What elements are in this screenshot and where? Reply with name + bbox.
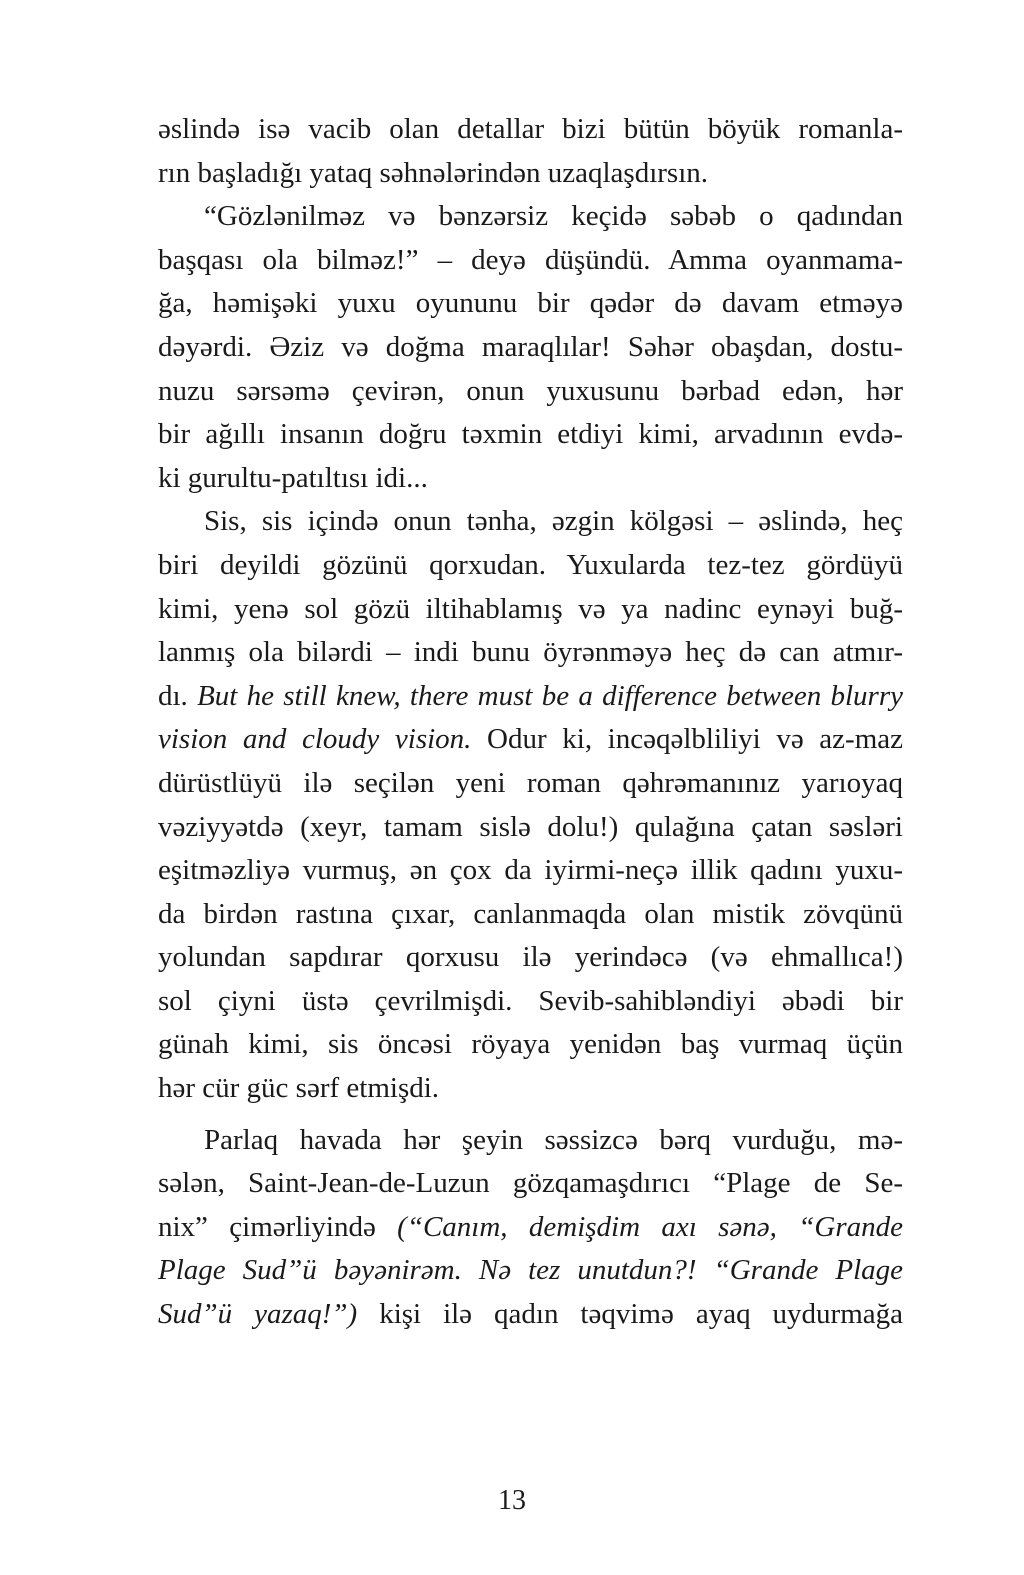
text-line: [158, 1293, 903, 1337]
text-run: vəziyyətdə (xeyr, tamam sislə dolu!) qulağına çatan səsləri: [158, 810, 903, 843]
text-run: Odur ki, incəqəlbliliyi və az-maz: [471, 723, 903, 756]
text-line: [158, 980, 903, 1024]
text-line: [158, 239, 903, 283]
text-run: ğa, həmişəki yuxu oyununu bir qədər də davam etməyə: [158, 287, 903, 320]
text-run: biri deyildi gözünü qorxudan. Yuxularda tez-tez gördüyü: [158, 548, 903, 581]
text-line: [158, 326, 903, 370]
text-line: [158, 806, 903, 850]
text-line: [158, 1119, 903, 1163]
italic-text-run: vision and cloudy vision.: [158, 723, 472, 756]
text-run: başqası ola bilməz!” – deyə düşündü. Amma oyanmama-: [158, 243, 903, 276]
text-line: [158, 936, 903, 980]
text-run: yolundan sapdırar qorxusu ilə yerindəcə (və ehmallıca!): [158, 941, 903, 974]
italic-text-run: But he still knew, there must be a difference between blurry: [197, 679, 903, 712]
text-run: da birdən rastına çıxar, canlanmaqda olan mistik zövqünü: [158, 897, 903, 930]
text-run: lanmış ola bilərdi – indi bunu öyrənməyə heç də can atmır-: [158, 636, 903, 669]
text-run: sol çiyni üstə çevrilmişdi. Sevib-sahibləndiyi əbədi bir: [158, 984, 903, 1017]
text-run: Parlaq havada hər şeyin səssizcə bərq vurduğu, mə-: [204, 1123, 903, 1156]
text-line: [158, 762, 903, 806]
text-line: [158, 413, 903, 457]
text-line: [158, 1067, 903, 1111]
text-run: bir ağıllı insanın doğru təxmin etdiyi kimi, arvadının evdə-: [158, 418, 903, 451]
text-run: dürüstlüyü ilə seçilən yeni roman qəhrəmanınız yarıoyaq: [158, 766, 903, 799]
text-run: sələn, Saint-Jean-de-Luzun gözqamaşdırıcı “Plage de Se-: [158, 1167, 903, 1200]
text-run: nix” çimərliyində: [158, 1210, 398, 1243]
text-line: [158, 500, 903, 544]
text-run: Sis, sis içində onun tənha, əzgin kölgəsi – əslində, heç: [204, 505, 903, 538]
text-line: [158, 1206, 903, 1250]
italic-text-run: (“Canım, demişdim axı sənə, “Grande: [397, 1210, 903, 1243]
text-line: [158, 370, 903, 414]
text-line: [158, 1023, 903, 1067]
text-run: rın başladığı yataq səhnələrindən uzaqlaşdırsın.: [158, 156, 709, 189]
italic-text-run: Sud”ü yazaq!”): [158, 1298, 358, 1331]
text-run: dəyərdi. Əziz və doğma maraqlılar! Səhər obaşdan, dostu-: [158, 330, 903, 363]
text-line: [158, 152, 903, 196]
page-number: 13: [498, 1485, 526, 1516]
text-line: [158, 282, 903, 326]
text-run: kişi ilə qadın təqvimə ayaq uydurmağa: [357, 1298, 904, 1331]
text-line: [158, 457, 903, 501]
text-line: [158, 1249, 903, 1293]
text-line: [158, 675, 903, 719]
text-line: [158, 108, 903, 152]
text-run: “Gözlənilməz və bənzərsiz keçidə səbəb o qadından: [204, 200, 903, 233]
text-line: [158, 893, 903, 937]
text-line: [158, 718, 903, 762]
text-line: [158, 588, 903, 632]
text-run: dı.: [158, 679, 198, 712]
text-run: əslində isə vacib olan detallar bizi bütün böyük romanla-: [158, 113, 903, 145]
text-line: [158, 195, 903, 239]
text-line: [158, 1162, 903, 1206]
text-run: hər cür güc sərf etmişdi.: [158, 1072, 440, 1105]
text-run: eşitməzliyə vurmuş, ən çox da iyirmi-neçə illik qadını yuxu-: [158, 854, 903, 887]
text-run: ki gurultu-patıltısı idi...: [158, 461, 428, 494]
text-line: [158, 849, 903, 893]
text-line: [158, 631, 903, 675]
page-body-text: [158, 108, 903, 1337]
text-run: nuzu sərsəmə çevirən, onun yuxusunu bərbad edən, hər: [158, 374, 903, 407]
text-run: kimi, yenə sol gözü iltihablamış və ya nadinc eynəyi buğ-: [158, 592, 903, 625]
italic-text-run: Plage Sud”ü bəyənirəm. Nə tez unutdun?! “Grande Plage: [158, 1254, 903, 1287]
text-run: günah kimi, sis öncəsi röyaya yenidən baş vurmaq üçün: [158, 1028, 903, 1061]
text-line: [158, 544, 903, 588]
